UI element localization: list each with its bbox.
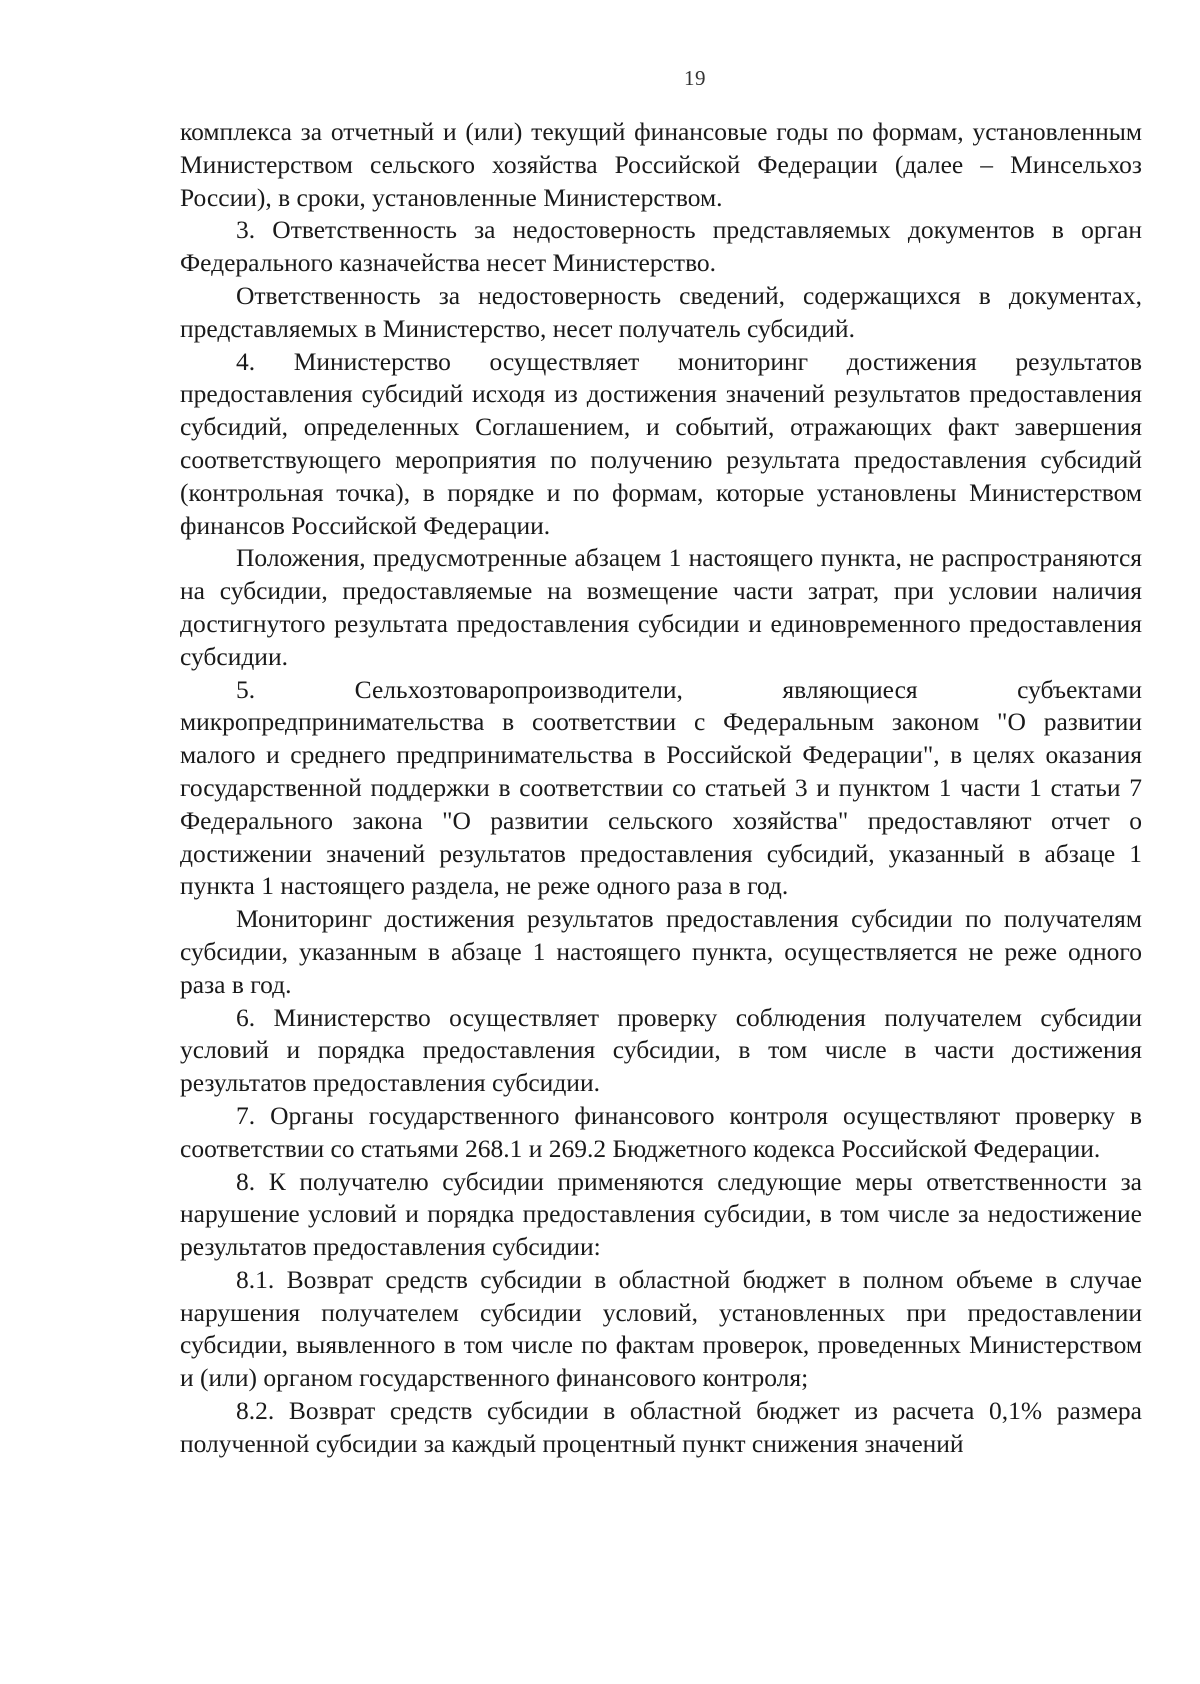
- paragraph: Ответственность за недостоверность сведений, содержащихся в документах, представляемых в Министерство, несет получатель субсидий.: [180, 280, 1142, 343]
- page-number: 19: [684, 66, 706, 90]
- paragraph: 8.2. Возврат средств субсидии в областной бюджет из расчета 0,1% размера полученной субсидии за каждый процентный пункт снижения значений: [180, 1396, 1142, 1458]
- paragraph: Мониторинг достижения результатов предоставления субсидии по получателям субсидии, указанным в абзаце 1 настоящего пункта, осуществляется не реже одного раза в год.: [180, 904, 1142, 999]
- paragraph: 4. Министерство осуществляет мониторинг достижения результатов предоставления субсидий исходя из достижения значений результатов предоставления субсидий, определенных Соглашением, и событий, отражающих факт завершения соответствующего мероприятия по получению результата предоставления субсидий (контрольная точка), в порядке и по формам, которые установлены Министерством финансов Российской Федерации.: [180, 346, 1142, 540]
- paragraph: 5. Сельхозтоваропроизводители, являющиеся субъектами микропредпринимательства в соответствии с Федеральным законом "О развитии малого и среднего предпринимательства в Российской Федерации", в целях оказания государственной поддержки в соответствии со статьей 3 и пунктом 1 части 1 статьи 7 Федерального закона "О развитии сельского хозяйства" предоставляют отчет о достижении значений результатов предоставления субсидий, указанный в абзаце 1 пункта 1 настоящего раздела, не реже одного раза в год.: [180, 674, 1142, 901]
- paragraph: 8. К получателю субсидии применяются следующие меры ответственности за нарушение условий и порядка предоставления субсидии, в том числе за недостижение результатов предоставления субсидии:: [180, 1166, 1142, 1262]
- paragraph: комплекса за отчетный и (или) текущий финансовые годы по формам, установленным Министерством сельского хозяйства Российской Федерации (далее – Минсельхоз России), в сроки, установленные Министерством.: [180, 117, 1142, 212]
- paragraph: 3. Ответственность за недостоверность представляемых документов в орган Федерального казначейства несет Министерство.: [180, 215, 1142, 278]
- paragraph: 6. Министерство осуществляет проверку соблюдения получателем субсидии условий и порядка предоставления субсидии, в том числе в части достижения результатов предоставления субсидии.: [180, 1002, 1142, 1098]
- document-body: [180, 116, 1142, 1461]
- paragraph: 7. Органы государственного финансового контроля осуществляют проверку в соответствии со статьями 268.1 и 269.2 Бюджетного кодекса Российской Федерации.: [180, 1100, 1142, 1163]
- paragraph: 8.1. Возврат средств субсидии в областной бюджет в полном объеме в случае нарушения получателем субсидии условий, установленных при предоставлении субсидии, выявленного в том числе по фактам проверок, проведенных Министерством и (или) органом государственного финансового контроля;: [180, 1264, 1142, 1393]
- paragraph: Положения, предусмотренные абзацем 1 настоящего пункта, не распространяются на субсидии, предоставляемые на возмещение части затрат, при условии наличия достигнутого результата предоставления субсидии и единовременного предоставления субсидии.: [180, 543, 1142, 671]
